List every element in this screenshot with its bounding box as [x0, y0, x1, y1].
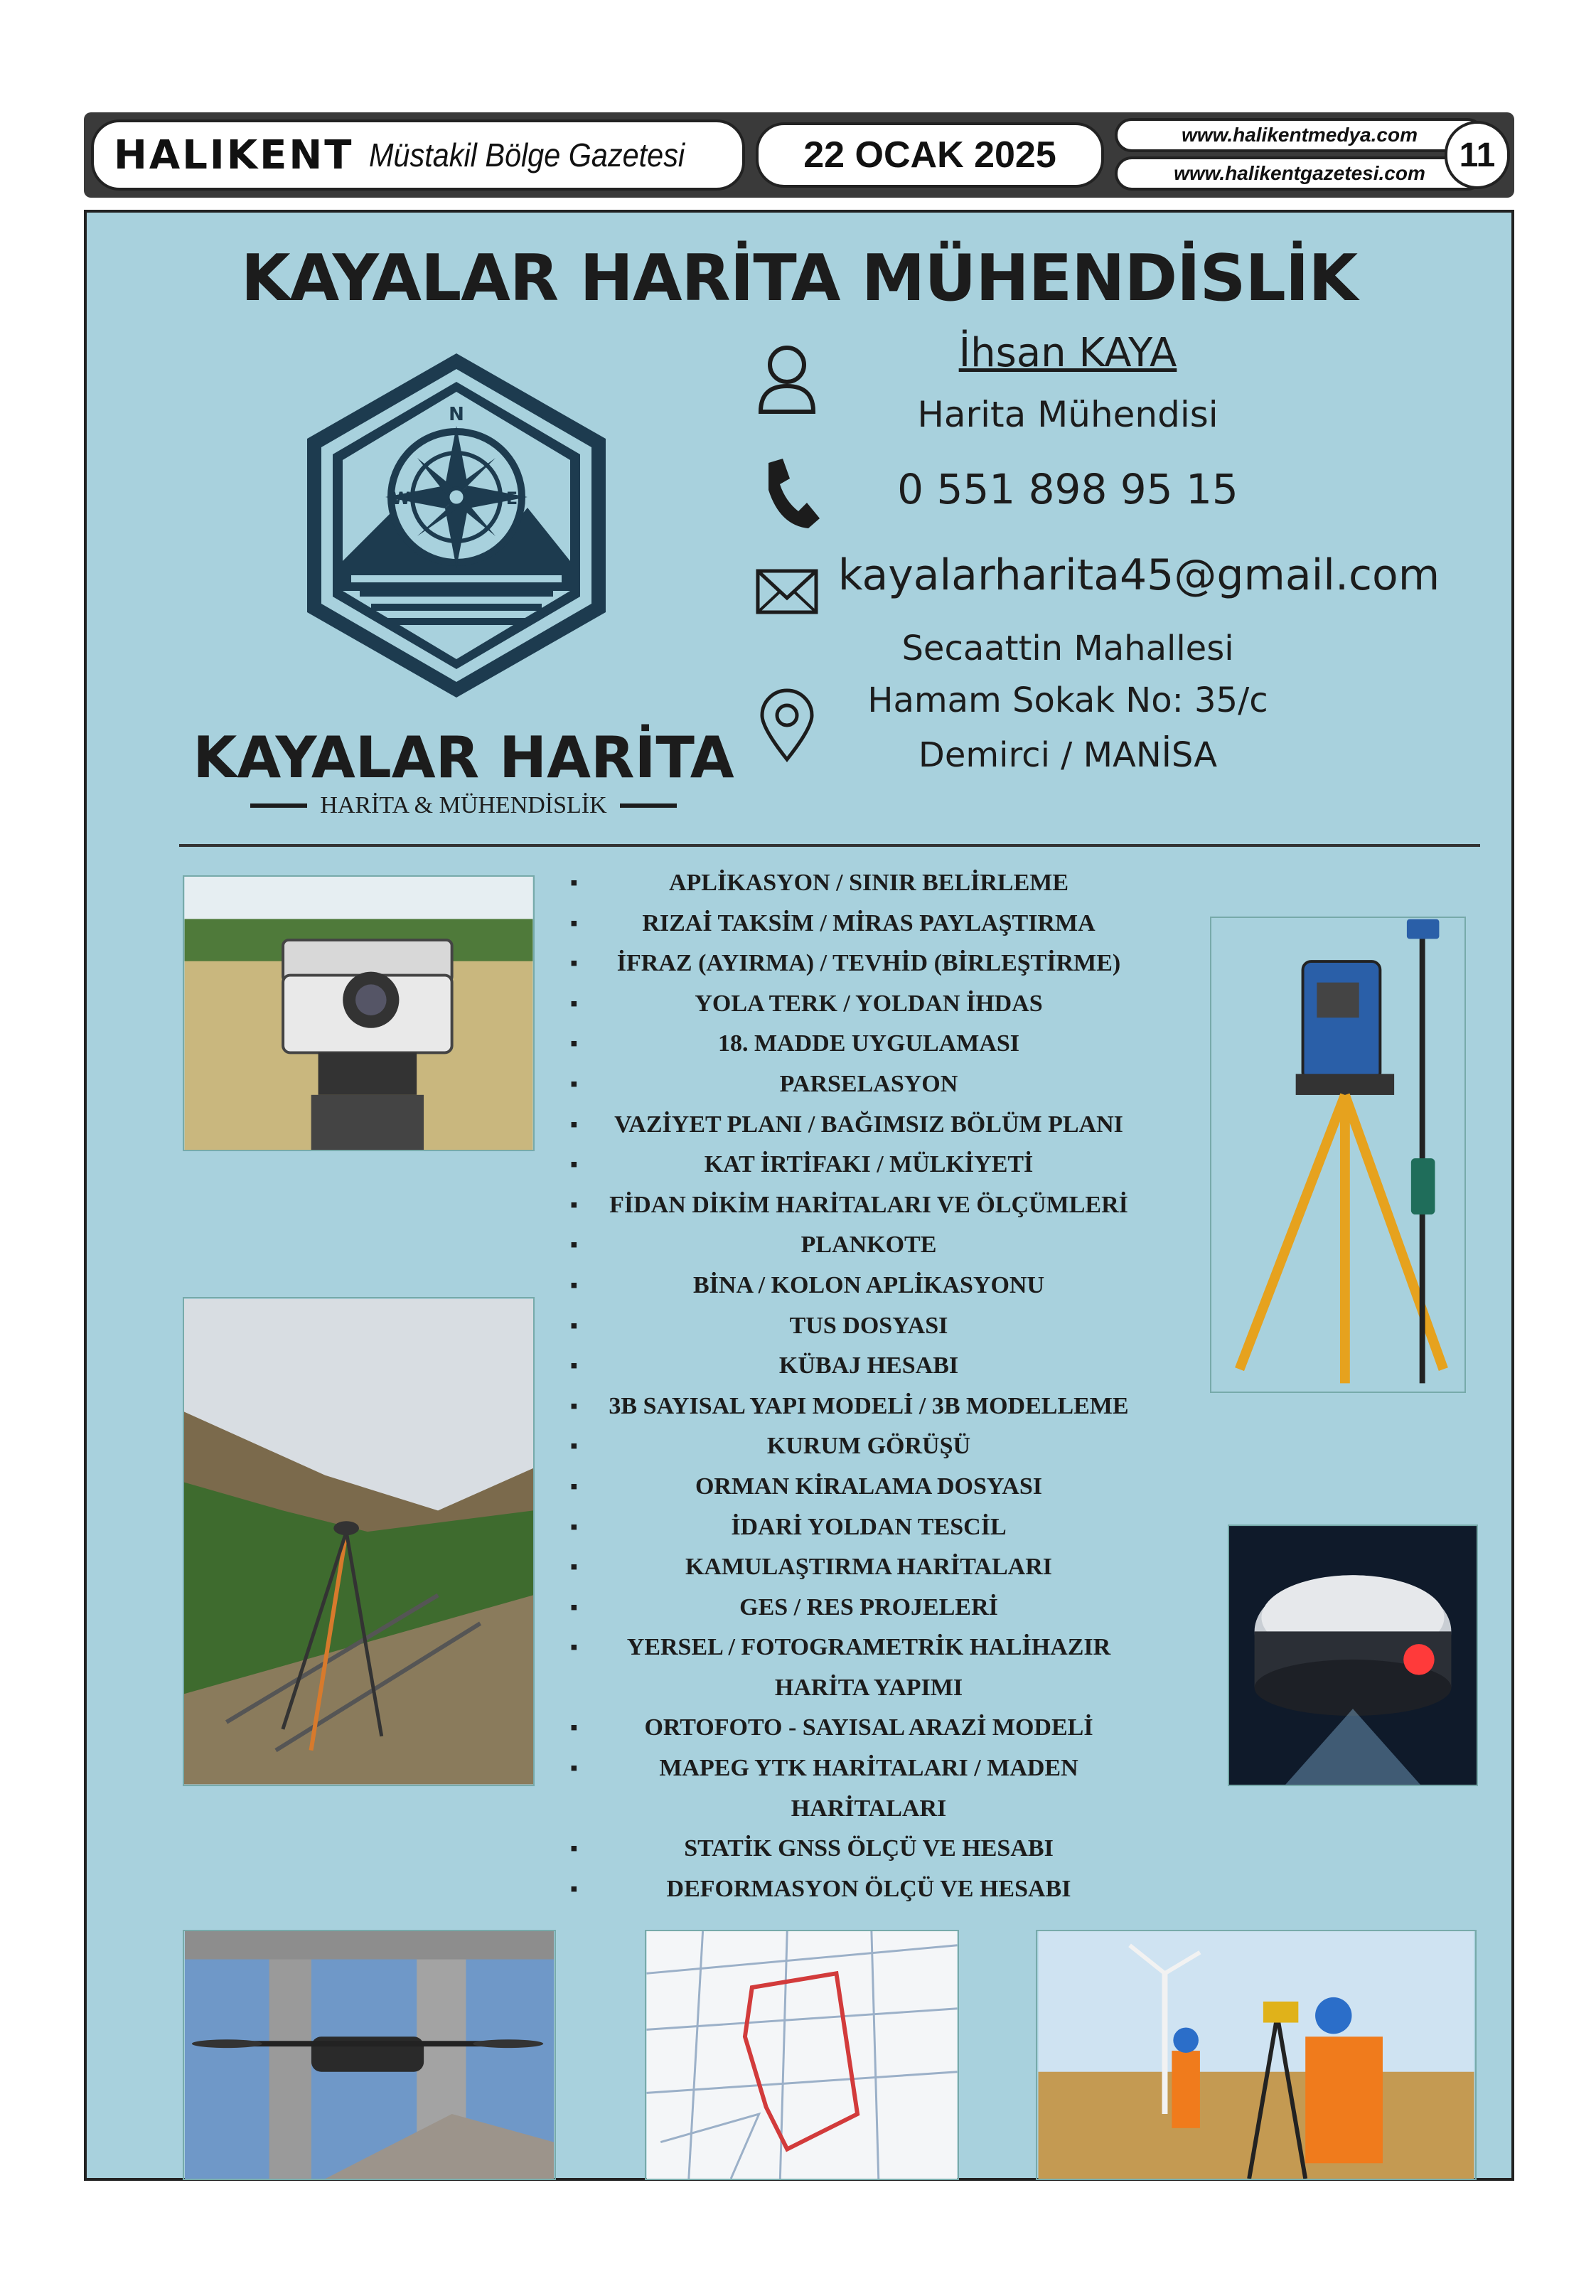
bullet-icon: ▪ [570, 1515, 578, 1539]
services-list [556, 863, 1182, 1909]
bullet-icon: ▪ [570, 991, 578, 1015]
level-instrument-photo [183, 875, 535, 1151]
compass-e-label: E [505, 488, 518, 508]
service-item [556, 1829, 1182, 1869]
contact-email[interactable]: kayalarharita45@gmail.com [837, 550, 1440, 600]
service-item [556, 1225, 1182, 1266]
service-label: KAMULAŞTIRMA HARİTALARI [685, 1554, 1053, 1581]
website-link-2[interactable]: www.halikentgazetesi.com [1115, 156, 1484, 191]
logo-tagline [193, 792, 734, 819]
cadastral-map-photo [645, 1930, 959, 2180]
bullet-icon: ▪ [570, 871, 578, 895]
service-label: RIZAİ TAKSİM / MİRAS PAYLAŞTIRMA [642, 909, 1096, 936]
bullet-icon: ▪ [570, 1474, 578, 1498]
service-item [556, 1306, 1182, 1347]
bullet-icon: ▪ [570, 1112, 578, 1136]
address-line-3: Demirci / MANİSA [918, 735, 1218, 775]
service-label: KURUM GÖRÜŞÜ [766, 1433, 971, 1460]
service-label: 3B SAYISAL YAPI MODELİ / 3B MODELLEME [609, 1392, 1129, 1419]
surveyors-wind-farm-photo [1036, 1930, 1477, 2180]
service-item [556, 1588, 1182, 1628]
service-label: MAPEG YTK HARİTALARI / MADEN [659, 1755, 1078, 1782]
bullet-icon: ▪ [570, 1555, 578, 1579]
service-item [556, 1145, 1182, 1185]
person-icon [755, 341, 819, 419]
bullet-icon: ▪ [570, 1072, 578, 1096]
contact-phone[interactable]: 0 551 898 95 15 [897, 465, 1238, 513]
service-label: BİNA / KOLON APLİKASYONU [692, 1271, 1045, 1298]
bullet-icon: ▪ [570, 1192, 578, 1217]
newspaper-brand: HALIKENT [114, 132, 354, 178]
address-line-1: Secaattin Mahallesi [901, 629, 1234, 668]
service-label: KAT İRTİFAKI / MÜLKİYETİ [704, 1151, 1034, 1178]
service-label: YOLA TERK / YOLDAN İHDAS [695, 990, 1043, 1017]
gnss-receiver-field-photo [183, 1297, 535, 1786]
bullet-icon: ▪ [570, 1032, 578, 1056]
service-label: GES / RES PROJELERİ [739, 1593, 998, 1620]
bullet-icon: ▪ [570, 1595, 578, 1619]
contact-role: Harita Mühendisi [917, 394, 1219, 435]
service-item [556, 1024, 1182, 1064]
bullet-icon: ▪ [570, 1837, 578, 1861]
bullet-icon: ▪ [570, 1153, 578, 1177]
service-label: İFRAZ (AYIRMA) / TEVHİD (BİRLEŞTİRME) [616, 950, 1121, 977]
website-link-1[interactable]: www.halikentmedya.com [1115, 118, 1484, 152]
bullet-icon: ▪ [570, 1876, 578, 1901]
service-item [556, 1789, 1182, 1830]
logo-tagline-text: HARİTA & MÜHENDİSLİK [320, 792, 607, 818]
bullet-icon: ▪ [570, 1313, 578, 1337]
advertisement [84, 210, 1514, 2181]
service-item [556, 1507, 1182, 1548]
bullet-icon: ▪ [570, 1273, 578, 1297]
gnss-receiver-photo [1228, 1525, 1478, 1786]
section-divider [179, 844, 1480, 847]
service-item [556, 1748, 1182, 1789]
masthead-name-pill [91, 119, 745, 191]
ad-title: KAYALAR HARİTA MÜHENDİSLİK [240, 241, 1358, 316]
service-item [556, 1105, 1182, 1146]
service-label: 18. MADDE UYGULAMASI [717, 1030, 1020, 1057]
service-item [556, 1426, 1182, 1467]
bullet-icon: ▪ [570, 1394, 578, 1418]
service-item [556, 1266, 1182, 1306]
service-item [556, 1346, 1182, 1387]
bullet-icon: ▪ [570, 911, 578, 935]
service-item [556, 1185, 1182, 1226]
compass-n-label: N [449, 404, 464, 425]
bullet-icon: ▪ [570, 1635, 578, 1660]
service-label: PLANKOTE [800, 1232, 937, 1259]
service-item [556, 944, 1182, 984]
issue-date: 22 OCAK 2025 [756, 122, 1104, 188]
bullet-icon: ▪ [570, 1756, 578, 1780]
service-label: ORMAN KİRALAMA DOSYASI [695, 1473, 1043, 1500]
compass-logo-icon [286, 348, 627, 703]
bullet-icon: ▪ [570, 1233, 578, 1257]
service-label: TUS DOSYASI [789, 1312, 948, 1339]
service-label: İDARİ YOLDAN TESCİL [731, 1513, 1007, 1540]
location-pin-icon [755, 685, 819, 764]
service-item [556, 904, 1182, 944]
drone-photo [183, 1930, 556, 2180]
service-label: FİDAN DİKİM HARİTALARI VE ÖLÇÜMLERİ [609, 1191, 1128, 1218]
service-item [556, 984, 1182, 1025]
service-label: STATİK GNSS ÖLÇÜ VE HESABI [684, 1835, 1054, 1862]
service-label: HARİTALARI [791, 1795, 947, 1822]
service-item [556, 1628, 1182, 1668]
envelope-icon [755, 554, 819, 632]
service-item [556, 1869, 1182, 1910]
service-label: ORTOFOTO - SAYISAL ARAZİ MODELİ [644, 1714, 1093, 1741]
service-item [556, 1708, 1182, 1748]
service-item [556, 1387, 1182, 1427]
service-label: KÜBAJ HESABI [778, 1352, 959, 1379]
phone-icon [759, 454, 823, 533]
service-label: HARİTA YAPIMI [774, 1674, 963, 1701]
newspaper-subtitle: Müstakil Bölge Gazetesi [369, 137, 685, 173]
bullet-icon: ▪ [570, 951, 578, 976]
masthead [84, 112, 1514, 198]
total-station-photo [1210, 917, 1466, 1393]
service-label: APLİKASYON / SINIR BELİRLEME [668, 870, 1069, 896]
bullet-icon: ▪ [570, 1434, 578, 1458]
bullet-icon: ▪ [570, 1354, 578, 1378]
service-label: YERSEL / FOTOGRAMETRİK HALİHAZIR [626, 1634, 1111, 1661]
service-item [556, 1668, 1182, 1709]
service-item [556, 1467, 1182, 1507]
service-label: VAZİYET PLANI / BAĞIMSIZ BÖLÜM PLANI [614, 1111, 1123, 1138]
service-label: DEFORMASYON ÖLÇÜ VE HESABI [666, 1875, 1071, 1902]
contact-name: İhsan KAYA [958, 330, 1177, 376]
service-item [556, 863, 1182, 904]
service-label: PARSELASYON [779, 1070, 958, 1097]
bullet-icon: ▪ [570, 1716, 578, 1740]
page-number: 11 [1445, 121, 1510, 189]
compass-w-label: W [391, 488, 411, 508]
service-item [556, 1547, 1182, 1588]
address-line-2: Hamam Sokak No: 35/c [867, 680, 1268, 720]
service-item [556, 1064, 1182, 1105]
logo-company-name: KAYALAR HARİTA [193, 725, 734, 791]
